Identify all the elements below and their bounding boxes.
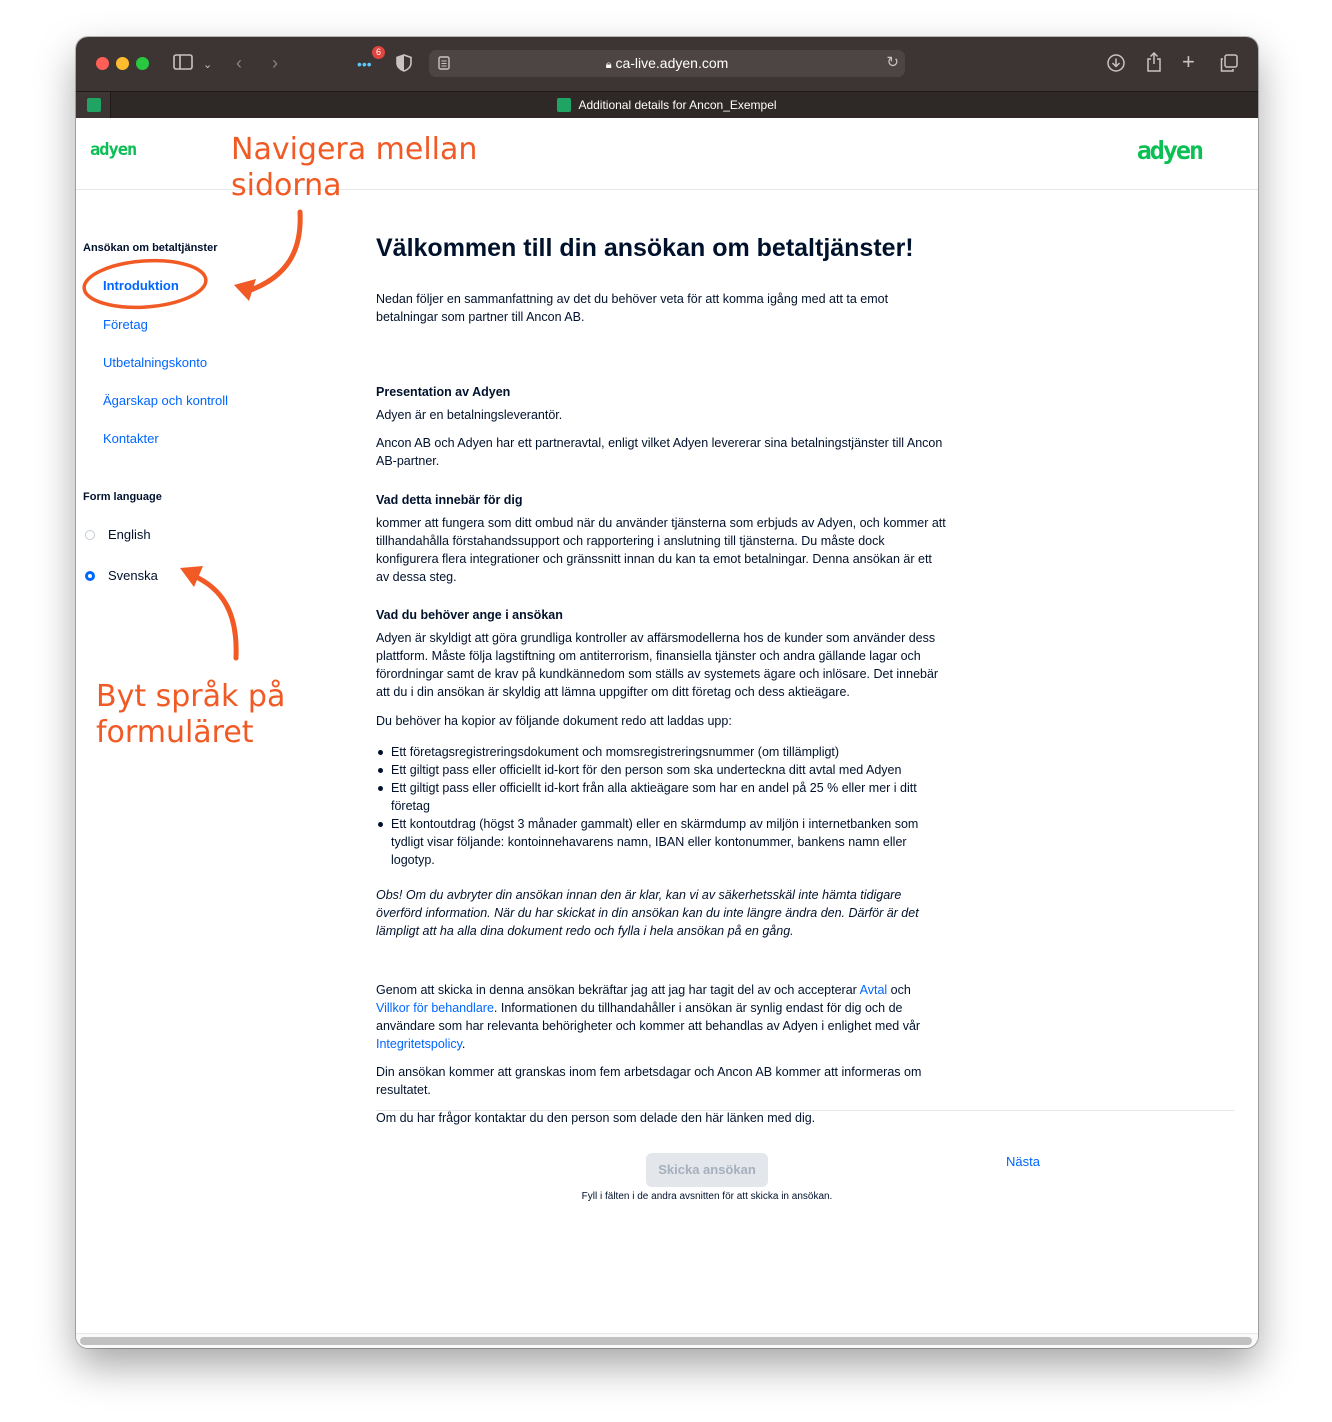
close-window-button[interactable] [96, 57, 109, 70]
list-item: Ett kontoutdrag (högst 3 månader gammalt) eller en skärmdump av miljön i internetbanken som tydligt visar följande: kontoinnehavarens namn, IBAN eller kontonummer, bankens namn eller logotyp. [376, 815, 946, 869]
list-item: Ett företagsregistreringsdokument och momsregistreringsnummer (om tillämpligt) [376, 743, 946, 761]
avtal-link[interactable]: Avtal [859, 983, 888, 997]
meaning-paragraph: kommer att fungera som ditt ombud när du använder tjänsterna som erbjuds av Adyen, och kommer att tillhandahålla förstahandssupport och rapportering i anslutning till tjänsterna. Du måste dock konfigurera flera integrationer och gränssnitt innan du kan ta emot betalningar. Denna ansökan är ett av dessa steg. [376, 516, 946, 584]
lock-icon: 🔒︎ [605, 59, 612, 71]
horizontal-scrollbar[interactable] [76, 1333, 1258, 1348]
url-label: ca-live.adyen.com [615, 55, 729, 71]
sidebar-item-utbetalningskonto[interactable]: Utbetalningskonto [103, 355, 208, 370]
tab-bar [76, 91, 1258, 118]
sidebar-section-heading: Ansökan om betaltjänster [83, 242, 218, 254]
back-icon[interactable]: ‹ [236, 53, 242, 73]
consent-text-3: . Informationen du tillhandahåller i ansökan är synlig endast för dig och de användare som har relevanta behörigheter och kommer att behandlas av Adyen i enlighet med vår [376, 1001, 921, 1033]
language-option-svenska[interactable] [85, 568, 158, 583]
new-tab-icon[interactable]: + [1182, 49, 1195, 74]
scrollbar-thumb[interactable] [80, 1337, 1252, 1345]
extension-icon[interactable]: ••• [357, 56, 372, 72]
minimize-window-button[interactable] [116, 57, 129, 70]
document-list [376, 743, 946, 869]
review-paragraph: Din ansökan kommer att granskas inom fem arbetsdagar och Ancon AB kommer att informeras om resultatet. [376, 1065, 922, 1097]
list-item: Ett giltigt pass eller officiellt id-kort för den person som ska underteckna ditt avtal med Adyen [376, 761, 946, 779]
share-icon[interactable] [1146, 52, 1162, 76]
presentation-paragraph-2: Ancon AB och Adyen har ett partneravtal, enligt vilket Adyen levererar sina betalningstjänster till Ancon AB-partner. [376, 436, 943, 468]
radio-english[interactable] [85, 530, 95, 540]
annotation-navigate [231, 132, 477, 204]
browser-toolbar [76, 37, 1258, 91]
forward-icon[interactable]: › [272, 53, 278, 73]
consent-text-2: och [887, 983, 911, 997]
sidebar-item-introduktion[interactable]: Introduktion [103, 278, 179, 293]
questions-paragraph: Om du har frågor kontaktar du den person som delade den här länken med dig. [376, 1111, 816, 1125]
radio-svenska[interactable] [85, 571, 95, 581]
page-title: Välkommen till din ansökan om betaltjänster! [376, 234, 914, 262]
annotation-language-line-2: formuläret [96, 715, 254, 750]
consent-paragraph [376, 981, 946, 1053]
tab-favicon-icon [557, 98, 571, 112]
active-tab[interactable] [76, 98, 1258, 112]
language-option-english[interactable] [85, 527, 151, 542]
zoom-window-button[interactable] [136, 57, 149, 70]
annotation-language [96, 679, 285, 751]
next-button[interactable]: Nästa [1006, 1154, 1040, 1169]
download-icon[interactable] [1107, 54, 1125, 76]
content-divider [376, 1110, 1234, 1111]
tab-overview-icon[interactable] [1220, 54, 1238, 76]
reload-icon[interactable]: ↻ [886, 54, 899, 71]
list-item: Ett giltigt pass eller officiellt id-kort från alla aktieägare som har en andel på 25 % eller mer i ditt företag [376, 779, 946, 815]
annotation-language-line-1: Byt språk på [96, 679, 286, 714]
consent-text-1: Genom att skicka in denna ansökan bekräftar jag att jag har tagit del av och accepterar [376, 983, 860, 997]
presentation-paragraph-1: Adyen är en betalningsleverantör. [376, 408, 563, 422]
villkor-link[interactable]: Villkor för behandlare [376, 1001, 494, 1015]
presentation-heading: Presentation av Adyen [376, 385, 511, 399]
form-language-heading: Form language [83, 491, 162, 503]
note-paragraph: Obs! Om du avbryter din ansökan innan den är klar, kan vi av säkerhetsskäl inte hämta tidigare överförd information. När du har skickat in din ansökan kan du inte längre ändra den. Därför är det lämpligt att ha alla dina dokument redo och fylla i hela ansökan på en gång. [376, 888, 919, 938]
sidebar-toggle-icon[interactable] [173, 54, 193, 74]
adyen-logo-small[interactable]: adyen [90, 140, 137, 160]
url-text [429, 55, 905, 72]
provide-paragraph-1: Adyen är skyldigt att göra grundliga kontroller av affärsmodellerna hos de kunder som använder dess plattform. Måste följa lagstiftning om antiterrorism, finansiella tjänster och andra gällande lagar och förordningar samt de krav på kundkännedom som ställs av systemets ägare och inlösare. Det innebär att du i din ansökan är skyldig att lämna uppgifter om ditt företag och dess aktieägare. [376, 631, 939, 699]
sidebar-item-foretag[interactable]: Företag [103, 317, 148, 332]
extension-badge: 6 [372, 46, 385, 59]
submit-hint: Fyll i fälten i de andra avsnitten för att skicka in ansökan. [581, 1191, 833, 1202]
submit-application-button[interactable]: Skicka ansökan [646, 1153, 768, 1187]
sidebar-item-kontakter[interactable]: Kontakter [103, 431, 159, 446]
adyen-logo[interactable]: adyen [1136, 136, 1202, 165]
provide-paragraph-2: Du behöver ha kopior av följande dokument redo att laddas upp: [376, 714, 732, 728]
language-label-english: English [108, 527, 151, 542]
annotation-navigate-line-2: sidorna [231, 168, 342, 203]
shield-icon[interactable] [396, 54, 412, 76]
chevron-down-icon[interactable]: ⌄ [203, 59, 213, 71]
provide-heading: Vad du behöver ange i ansökan [376, 608, 563, 622]
sidebar-item-agarskap[interactable]: Ägarskap och kontroll [103, 393, 229, 408]
tab-title: Additional details for Ancon_Exempel [578, 98, 777, 112]
intro-paragraph: Nedan följer en sammanfattning av det du behöver veta för att komma igång med att ta emot betalningar som partner till Ancon AB. [376, 292, 889, 324]
annotation-navigate-line-1: Navigera mellan [231, 132, 478, 167]
consent-text-4: . [461, 1037, 466, 1051]
address-bar[interactable] [429, 50, 905, 77]
language-label-svenska: Svenska [108, 568, 158, 583]
integritetspolicy-link[interactable]: Integritetspolicy [376, 1037, 462, 1051]
meaning-heading: Vad detta innebär för dig [376, 493, 523, 507]
